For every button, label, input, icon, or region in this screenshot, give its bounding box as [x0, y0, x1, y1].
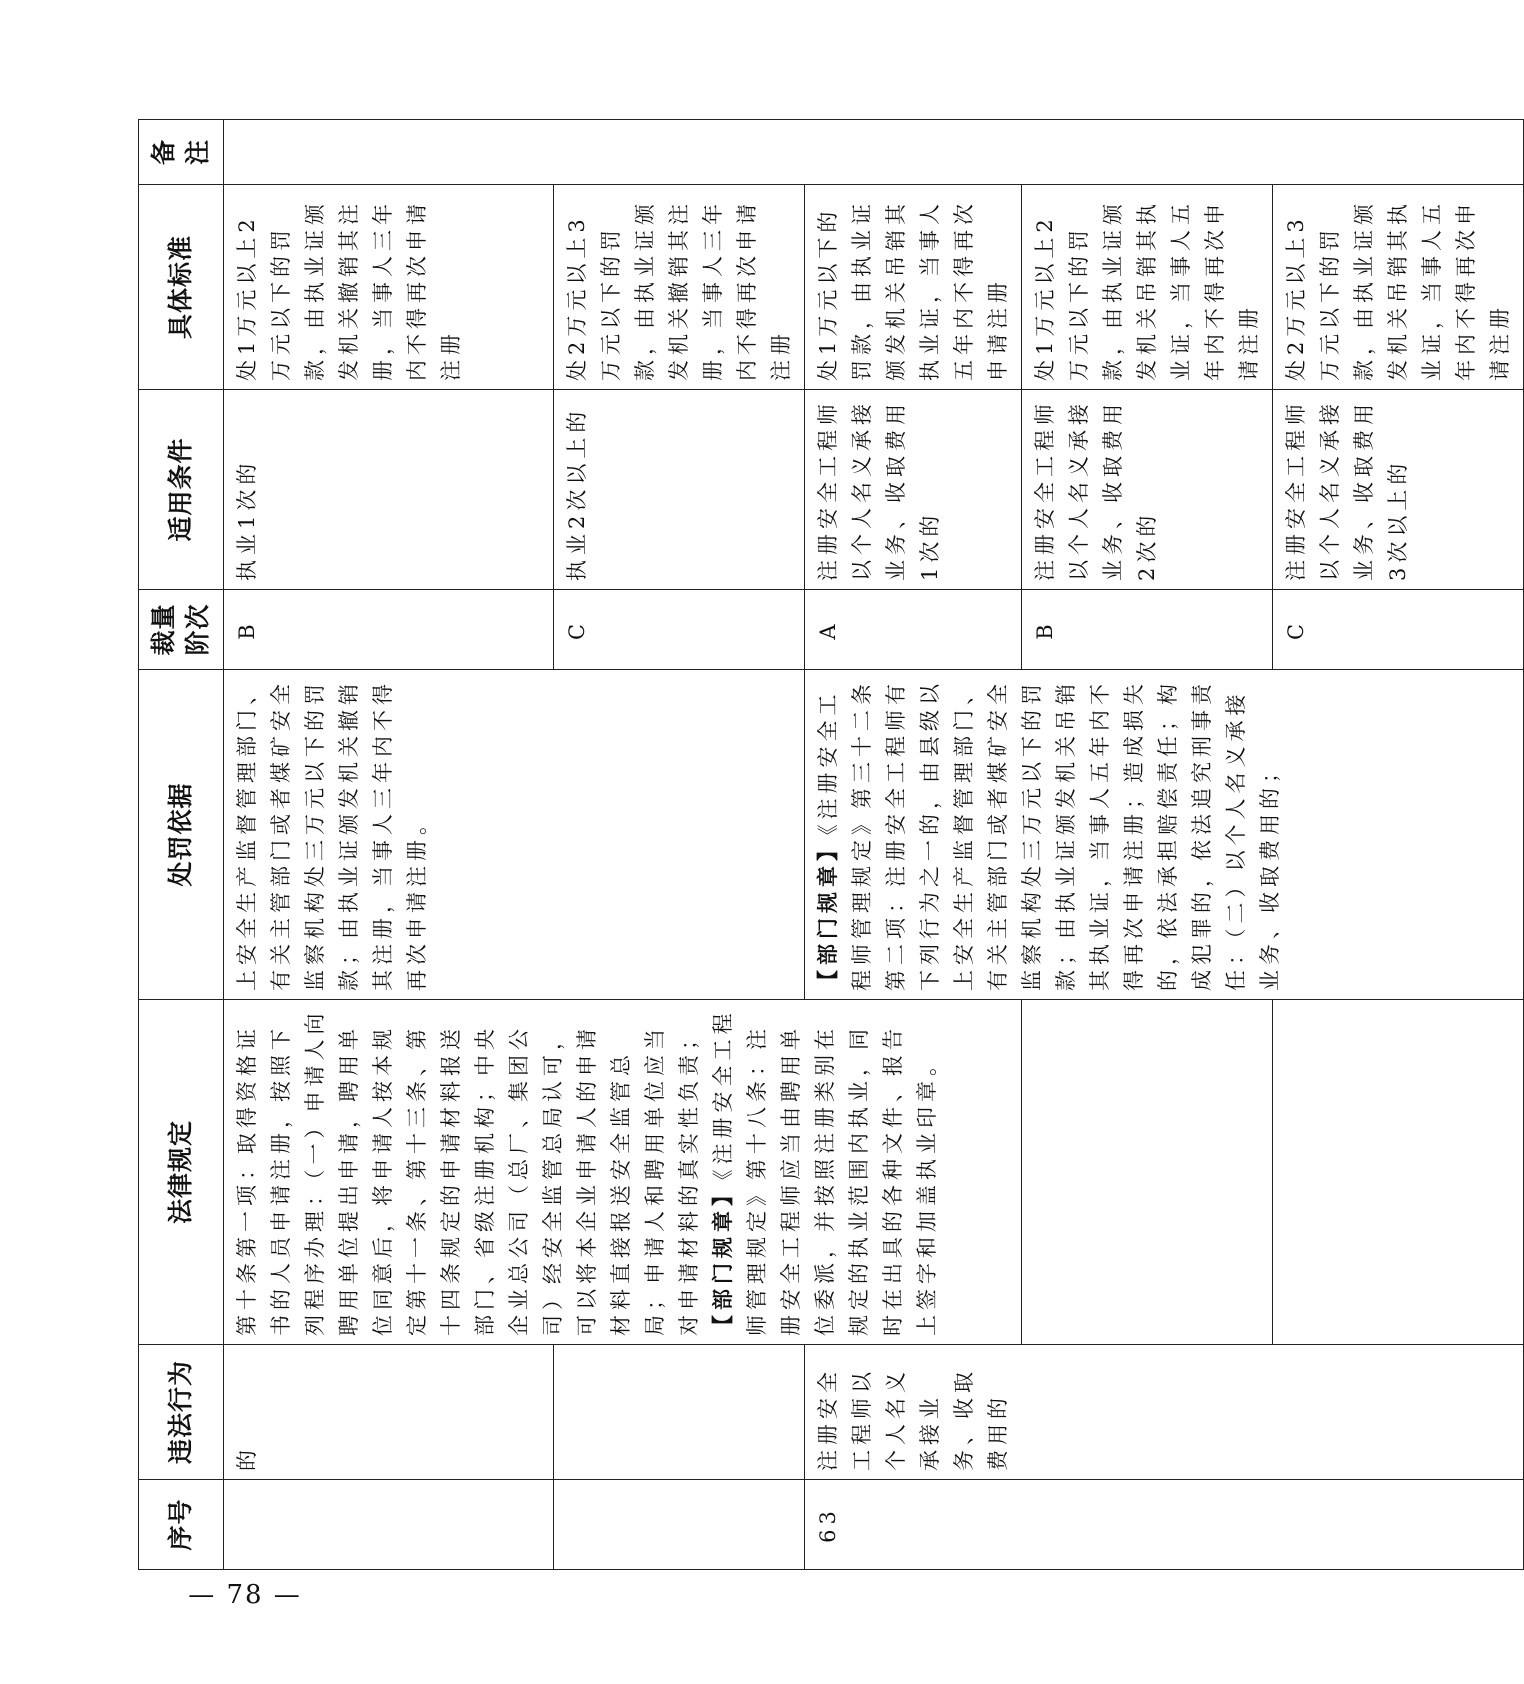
basis-cell	[805, 670, 1524, 1000]
tier-cell: C	[554, 590, 805, 670]
condition-cell: 注册安全工程师以个人名义承接业务、收取费用2次的	[1022, 390, 1273, 590]
tier-cell: C	[1273, 590, 1524, 670]
rotated-table-area	[138, 120, 1512, 1570]
law-cell	[1022, 1000, 1273, 1345]
basis-cell: 上安全生产监督管理部门、有关主管部门或者煤矿安全监察机构处三万元以下的罚款；由执业证颁发机关撤销其注册，当事人三年内不得再次申请注册。	[224, 670, 805, 1000]
header-seq: 序号	[139, 1480, 224, 1570]
page-number: — 78 —	[188, 1580, 302, 1610]
standard-cell: 处2万元以上3万元以下的罚款，由执业证颁发机关撤销其注册，当事人三年内不得再次申请注册	[554, 185, 805, 390]
law-bracket: 【部门规章】	[710, 1180, 735, 1336]
basis-text: 《注册安全工程师管理规定》第三十二条第二项：注册安全工程师有下列行为之一的，由县级以上安全生产监督管理部门、有关主管部门或者煤矿安全监察机构处三万元以下的罚款；由执业证颁发机关吊销其执业证，当事人五年内不得再次申请注册；造成损失的，依法承担赔偿责任；构成犯罪的，依法追究刑事责任：（二）以个人名义承接业务、收取费用的；	[816, 679, 1282, 991]
law-text: 第十条第一项：取得资格证书的人员申请注册，按照下列程序办理：（一）申请人向聘用单位提出申请，聘用单位同意后，将申请人按本规定第十一条、第十三条、第十四条规定的申请材料报送部门、省级注册机构；中央企业总公司（总厂、集团公司）经安全监管总局认可，可以将本企业申请人的申请材料直接报送安全监管总局；申请人和聘用单位应当对申请材料的真实性负责；	[235, 1008, 701, 1336]
table-rotator	[138, 120, 1512, 1570]
violation-cell: 注册安全工程师以个人名义承接业务、收取费用的	[805, 1345, 1524, 1480]
condition-cell: 执业1次的	[224, 390, 554, 590]
standard-cell: 处1万元以下的罚款，由执业证颁发机关吊销其执业证，当事人五年内不得再次申请注册	[805, 185, 1022, 390]
law-cell	[1273, 1000, 1524, 1345]
tier-cell: B	[1022, 590, 1273, 670]
condition-cell: 注册安全工程师以个人名义承接业务、收取费用3次以上的	[1273, 390, 1524, 590]
tier-cell: B	[224, 590, 554, 670]
standard-cell: 处2万元以上3万元以下的罚款，由执业证颁发机关吊销其执业证，当事人五年内不得再次申请注册	[1273, 185, 1524, 390]
header-standard: 具体标准	[139, 185, 224, 390]
header-law: 法律规定	[139, 1000, 224, 1345]
table-row	[224, 120, 554, 1570]
law-cell	[224, 1000, 1022, 1345]
table-row	[805, 120, 1022, 1570]
penalty-table	[138, 119, 1524, 1570]
law-text-rest: 《注册安全工程师管理规定》第十八条：注册安全工程师应当由聘用单位委派，并按照注册类别在规定的执业范围内执业，同时在出具的各种文件、报告上签字和加盖执业印章。	[711, 1008, 939, 1336]
header-violation: 违法行为	[139, 1345, 224, 1480]
tier-cell: A	[805, 590, 1022, 670]
condition-cell: 执业2次以上的	[554, 390, 805, 590]
seq-cell	[224, 1480, 554, 1570]
standard-cell: 处1万元以上2万元以下的罚款，由执业证颁发机关吊销其执业证，当事人五年内不得再次申请注册	[1022, 185, 1273, 390]
header-basis: 处罚依据	[139, 670, 224, 1000]
standard-cell: 处1万元以上2万元以下的罚款，由执业证颁发机关撤销其注册，当事人三年内不得再次申请注册	[224, 185, 554, 390]
header-tier: 裁量阶次	[139, 590, 224, 670]
violation-cell	[554, 1345, 805, 1480]
remark-cell	[224, 120, 1524, 185]
seq-cell	[554, 1480, 805, 1570]
condition-cell: 注册安全工程师以个人名义承接业务、收取费用1次的	[805, 390, 1022, 590]
basis-bracket: 【部门规章】	[815, 835, 840, 991]
header-remark: 备注	[139, 120, 224, 185]
violation-cell: 的	[224, 1345, 554, 1480]
header-condition: 适用条件	[139, 390, 224, 590]
seq-cell: 63	[805, 1480, 1524, 1570]
header-row	[139, 120, 224, 1570]
